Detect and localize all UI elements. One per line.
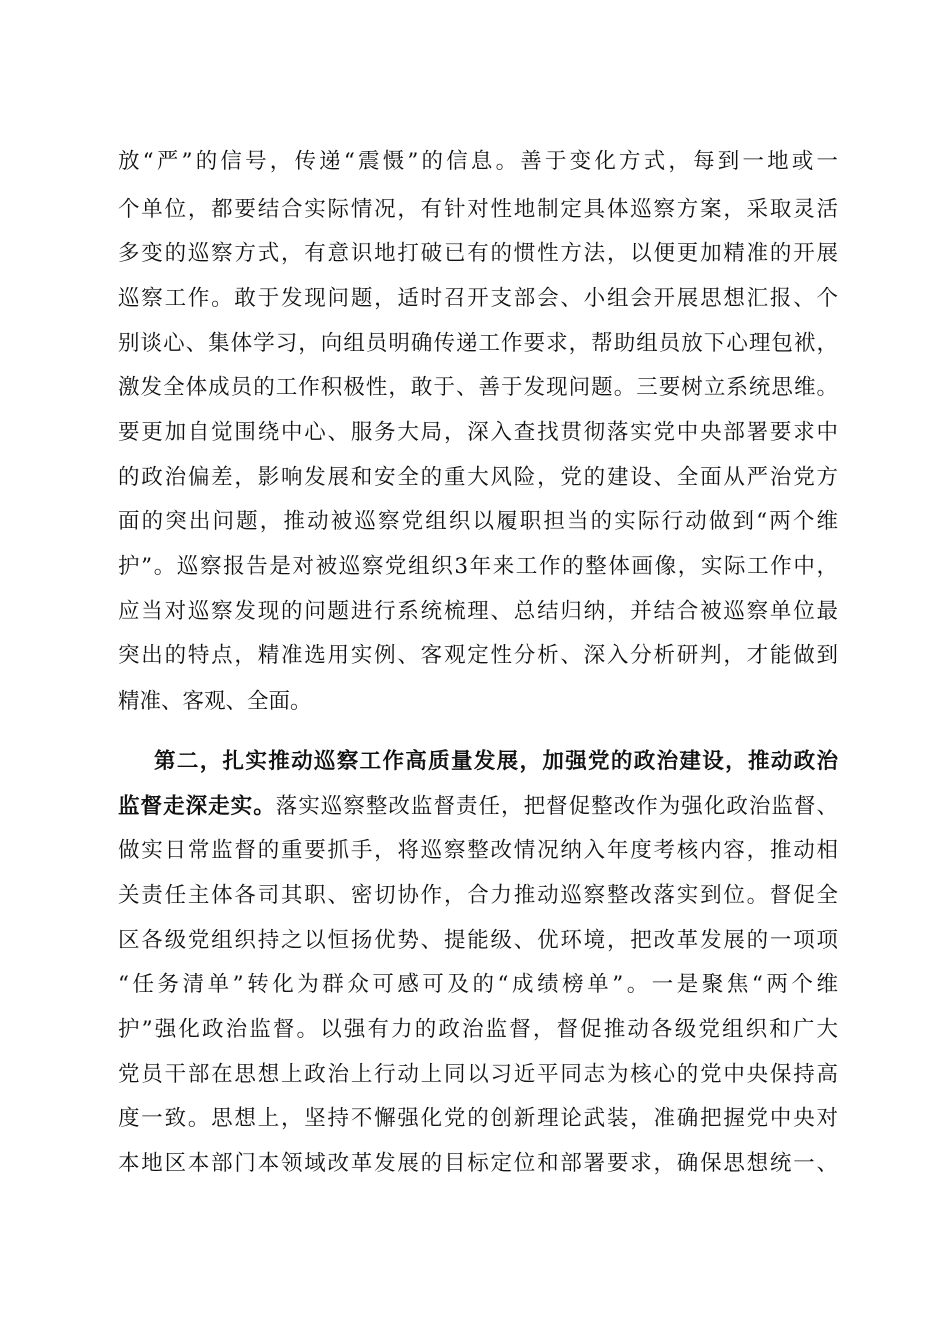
paragraph-1-line-4: 巡察工作。敢于发现问题，适时召开支部会、小组会开展思想汇报、个 [118, 286, 838, 311]
paragraph-1-line-7: 要更加自觉围绕中心、服务大局，深入查找贯彻落实党中央部署要求中 [118, 420, 838, 445]
paragraph-1-line-9: 面的突出问题，推动被巡察党组织以履职担当的实际行动做到“两个维 [118, 509, 838, 534]
paragraph-1-line-12: 突出的特点，精准选用实例、客观定性分析、深入分析研判，才能做到 [118, 643, 838, 668]
paragraph-2-line-2 [118, 793, 838, 821]
paragraph-1-line-5: 别谈心、集体学习，向组员明确传递工作要求，帮助组员放下心理包袱， [118, 331, 838, 356]
paragraph-1-line-11: 应当对巡察发现的问题进行系统梳理、总结归纳，并结合被巡察单位最 [118, 599, 838, 624]
paragraph-2-line-7: 护”强化政治监督。以强有力的政治监督，督促推动各级党组织和广大 [118, 1017, 838, 1042]
paragraph-1-line-6: 激发全体成员的工作积极性，敢于、善于发现问题。三要树立系统思维。 [118, 375, 838, 400]
paragraph-2-line-5: 区各级党组织持之以恒扬优势、提能级、优环境，把改革发展的一项项 [118, 928, 838, 953]
paragraph-2-line-6: “任务清单”转化为群众可感可及的“成绩榜单”。一是聚焦“两个维 [118, 972, 838, 997]
paragraph-1-line-8: 的政治偏差，影响发展和安全的重大风险，党的建设、全面从严治党方 [118, 465, 838, 490]
paragraph-2-heading-end: 监督走深走实。 [118, 794, 276, 819]
paragraph-1-line-3: 多变的巡察方式，有意识地打破已有的惯性方法，以便更加精准的开展 [118, 241, 838, 266]
paragraph-2-heading: 第二，扎实推动巡察工作高质量发展，加强党的政治建设，推动政治 [154, 749, 838, 774]
paragraph-1-line-1: 放“严”的信号，传递“震慑”的信息。善于变化方式，每到一地或一 [118, 149, 838, 174]
paragraph-2-line-2-text: 落实巡察整改监督责任，把督促整改作为强化政治监督、 [275, 794, 838, 819]
paragraph-1-line-10: 护”。巡察报告是对被巡察党组织3年来工作的整体画像，实际工作中， [118, 554, 838, 579]
paragraph-2-line-3: 做实日常监督的重要抓手，将巡察整改情况纳入年度考核内容，推动相 [118, 838, 838, 863]
paragraph-2-line-9: 度一致。思想上，坚持不懈强化党的创新理论武装，准确把握党中央对 [118, 1106, 838, 1131]
paragraph-2-line-10: 本地区本部门本领域改革发展的目标定位和部署要求，确保思想统一、 [118, 1151, 838, 1176]
paragraph-2-line-4: 关责任主体各司其职、密切协作，合力推动巡察整改落实到位。督促全 [118, 883, 838, 908]
paragraph-2-line-8: 党员干部在思想上政治上行动上同以习近平同志为核心的党中央保持高 [118, 1062, 838, 1087]
paragraph-1-line-2: 个单位，都要结合实际情况，有针对性地制定具体巡察方案，采取灵活 [118, 197, 838, 222]
paragraph-1-line-13: 精准、客观、全面。 [118, 689, 312, 714]
